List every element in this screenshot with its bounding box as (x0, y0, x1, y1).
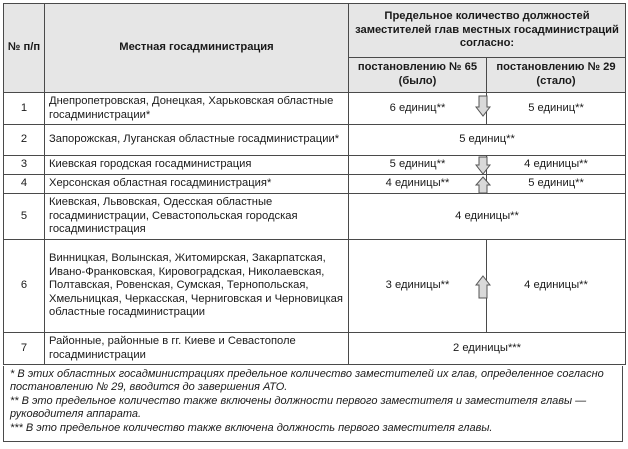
arrow-down-icon (475, 95, 491, 117)
header-old: постановлению № 65 (было) (349, 58, 487, 93)
row-merged: 5 единиц** (349, 125, 626, 156)
table-row (4, 156, 626, 175)
row-num: 3 (4, 156, 45, 175)
row-new: 4 единицы** (487, 156, 626, 175)
row-num: 7 (4, 333, 45, 365)
row-new: 5 единиц** (487, 175, 626, 194)
footnote: * В этих областных госадминистрациях предельное количество заместителей их глав, определенное согласно постановлению № 29, вводится до завершения АТО. (10, 368, 604, 394)
footnote: *** В это предельное количество также включена должность первого заместителя главы. (10, 421, 493, 434)
row-num: 6 (4, 240, 45, 333)
row-new: 5 единиц** (487, 93, 626, 125)
arrow-up-icon (475, 176, 491, 194)
row-old: 6 единиц** (349, 93, 487, 125)
row-num: 1 (4, 93, 45, 125)
row-old: 3 единицы** (349, 240, 487, 333)
table-row (4, 93, 626, 125)
row-name: Запорожская, Луганская областные госадминистрации* (45, 125, 349, 156)
header-limit: Предельное количество должностей заместителей глав местных госадминистраций согласно: (349, 4, 626, 58)
row-merged: 2 единицы*** (349, 333, 626, 365)
table-row (4, 125, 626, 156)
row-new: 4 единицы** (487, 240, 626, 333)
footnotes (3, 366, 623, 442)
arrow-down-icon (475, 156, 491, 175)
table-row (4, 333, 626, 365)
header-num: № п/п (4, 4, 45, 93)
row-num: 4 (4, 175, 45, 194)
row-name: Херсонская областная госадминистрация* (45, 175, 349, 194)
row-name: Киевская городская госадминистрация (45, 156, 349, 175)
deputy-limit-table (3, 3, 626, 365)
row-name: Районные, районные в гг. Киеве и Севастополе госадминистрации (45, 333, 349, 365)
table-row (4, 240, 626, 333)
header-new: постановлению № 29 (стало) (487, 58, 626, 93)
table-row (4, 175, 626, 194)
arrow-up-icon (475, 275, 491, 299)
table-row (4, 194, 626, 240)
row-num: 2 (4, 125, 45, 156)
row-old: 5 единиц** (349, 156, 487, 175)
footnote: ** В это предельное количество также включены должности первого заместителя и заместителя главы — руководителя аппарата. (10, 394, 587, 421)
row-old: 4 единицы** (349, 175, 487, 194)
row-merged: 4 единицы** (349, 194, 626, 240)
row-name: Винницкая, Волынская, Житомирская, Закарпатская, Ивано-Франковская, Кировоградская, Николаевская, Полтавская, Ровенская, Сумская, Тернопольская, Хмельницкая, Черкасская, Черниговская и Черновицкая областные госадминистрации (45, 240, 349, 333)
row-name: Киевская, Львовская, Одесская областные госадминистрации, Севастопольская городская госадминистрация (45, 194, 349, 240)
row-name: Днепропетровская, Донецкая, Харьковская областные госадминистрации* (45, 93, 349, 125)
row-num: 5 (4, 194, 45, 240)
header-admin: Местная госадминистрация (45, 4, 349, 93)
